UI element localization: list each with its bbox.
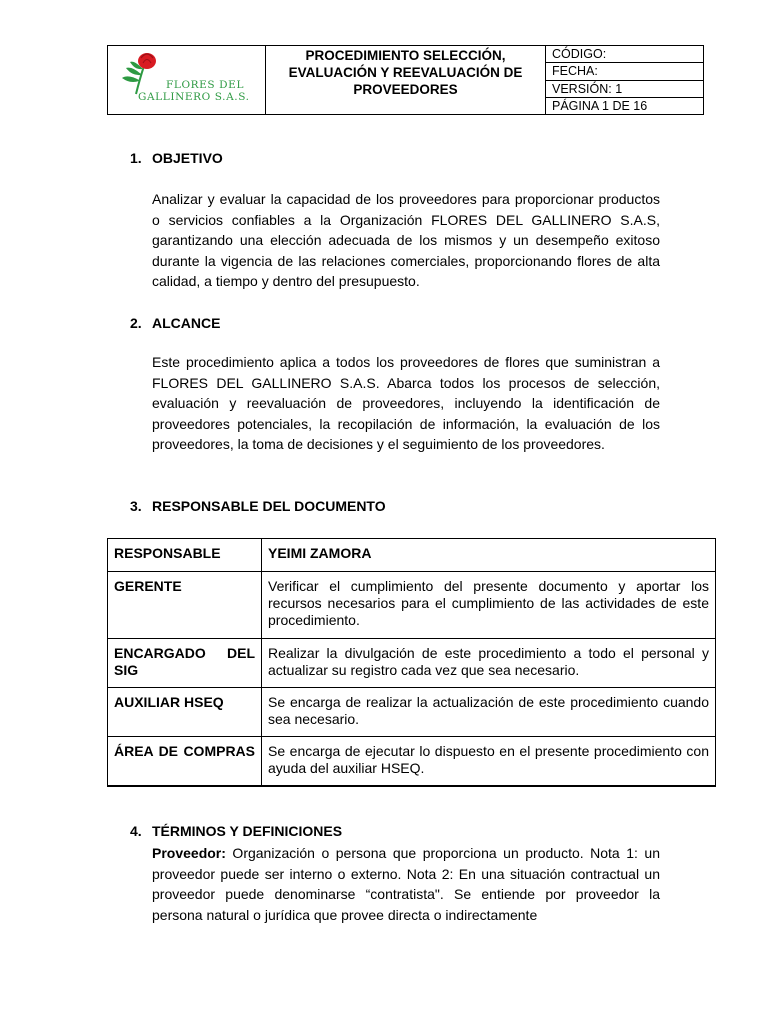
document-title bbox=[266, 46, 546, 114]
section-1-text: Analizar y evaluar la capacidad de los proveedores para proporcionar productos o servicios confiables a la Organización FLORES DEL GALLINERO S.A.S, garantizando una elección adecuada de los mismos y un desempeño exitoso durante la vigencia de las relaciones comerciales, proporcionando flores de alta calidad, a tiempo y dentro del presupuesto. bbox=[152, 191, 660, 290]
table-cell-desc: Se encarga de realizar la actualización de este procedimiento cuando sea necesario. bbox=[262, 688, 716, 737]
document-meta bbox=[546, 46, 703, 114]
term-label: Proveedor: bbox=[152, 845, 226, 861]
table-row bbox=[108, 688, 716, 737]
table-cell-role: RESPONSABLE bbox=[108, 539, 262, 572]
section-2-text: Este procedimiento aplica a todos los proveedores de flores que suministran a FLORES DEL GALLINERO S.A.S. Abarca todos los procesos de selección, evaluación y reevaluación de proveedores, incluyendo la identificación de proveedores potenciales, la recopilación de información, la evaluación de los proveedores, la toma de decisiones y el seguimiento de los proveedores. bbox=[152, 354, 660, 453]
table-row bbox=[108, 539, 716, 572]
page-number: PÁGINA 1 DE 16 bbox=[552, 98, 648, 113]
title-line-2: EVALUACIÓN Y REEVALUACIÓN DE bbox=[288, 65, 523, 80]
table-cell-role: ENCARGADO DEL SIG bbox=[108, 639, 262, 688]
table-row bbox=[108, 737, 716, 787]
section-4-heading: 4. TÉRMINOS Y DEFINICIONES bbox=[130, 823, 343, 839]
logo-line-1: FLORES DEL bbox=[166, 79, 245, 91]
company-logo bbox=[108, 46, 266, 114]
section-2-heading: 2. ALCANCE bbox=[130, 315, 221, 331]
table-row bbox=[108, 639, 716, 688]
title-line-3: PROVEEDORES bbox=[353, 82, 458, 97]
table-row bbox=[108, 572, 716, 639]
logo-text bbox=[138, 79, 250, 103]
table-cell-desc: YEIMI ZAMORA bbox=[262, 539, 716, 572]
table-cell-role: AUXILIAR HSEQ bbox=[108, 688, 262, 737]
table-cell-role: ÁREA DE COMPRAS bbox=[108, 737, 262, 787]
document-header bbox=[107, 45, 704, 115]
section-1-heading: 1. OBJETIVO bbox=[130, 150, 223, 166]
table-cell-role: GERENTE bbox=[108, 572, 262, 639]
title-line-1: PROCEDIMIENTO SELECCIÓN, bbox=[305, 48, 506, 63]
section-4-text bbox=[152, 843, 660, 925]
table-cell-desc: Verificar el cumplimiento del presente documento y aportar los recursos necesarios para el cumplimiento de las actividades de este procedimiento. bbox=[262, 572, 716, 639]
responsibilities-table bbox=[107, 538, 716, 787]
logo-line-2: GALLINERO S.A.S. bbox=[138, 91, 250, 103]
table-cell-desc: Realizar la divulgación de este procedimiento a todo el personal y actualizar su registro cada vez que sea necesario. bbox=[262, 639, 716, 688]
fecha-field: FECHA: bbox=[546, 63, 703, 80]
table-cell-desc: Se encarga de ejecutar lo dispuesto en el presente procedimiento con ayuda del auxiliar HSEQ. bbox=[262, 737, 716, 787]
codigo-field: CÓDIGO: bbox=[546, 46, 703, 63]
version-field: VERSIÓN: 1 bbox=[546, 81, 703, 98]
term-definition: Organización o persona que proporciona un producto. Nota 1: un proveedor puede ser interno o externo. Nota 2: En una situación contractual un proveedor puede denominarse “contratista". Se entiende por proveedor la persona natural o jurídica que provee directa o indirectamente bbox=[152, 845, 660, 923]
section-3-heading: 3. RESPONSABLE DEL DOCUMENTO bbox=[130, 498, 386, 514]
